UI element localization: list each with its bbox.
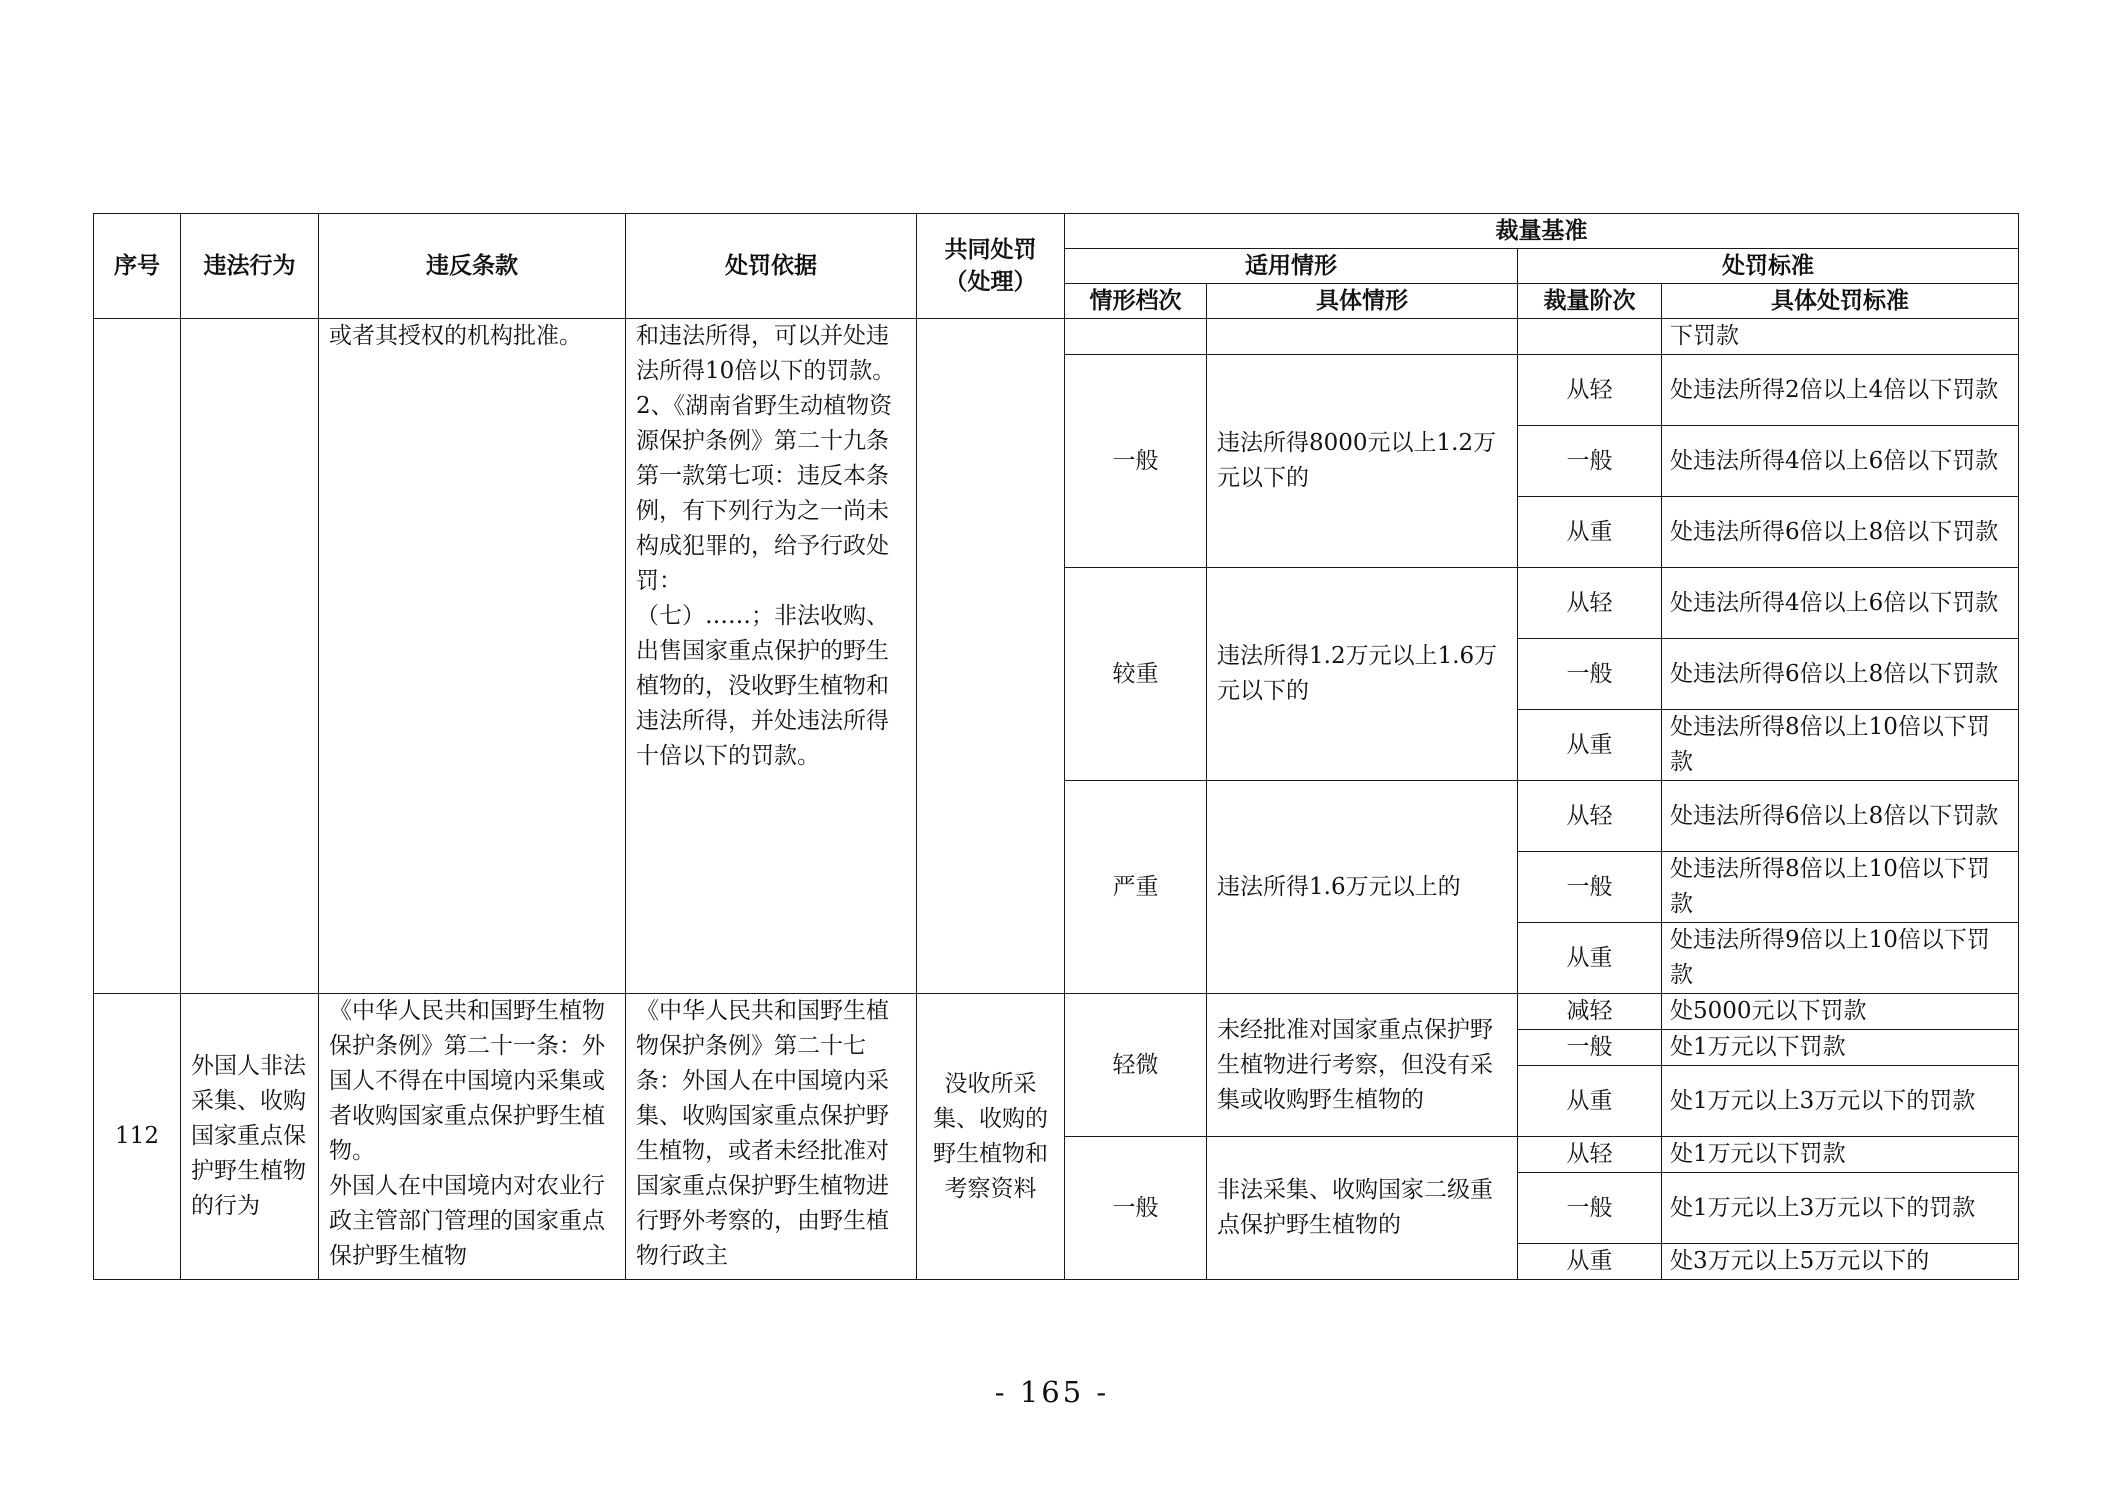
header-violation: 违法行为: [181, 214, 319, 319]
penalty-cell: 处违法所得4倍以上6倍以下罚款: [1662, 568, 2019, 639]
header-violated-article: 违反条款: [319, 214, 626, 319]
row111-joint-penalty-cell: [917, 319, 1065, 994]
penalty-cell: 处违法所得4倍以上6倍以下罚款: [1662, 426, 2019, 497]
penalty-cell: 处违法所得9倍以上10倍以下罚款: [1662, 923, 2019, 994]
grade-cell: 从重: [1518, 923, 1662, 994]
grade-cell: 一般: [1518, 426, 1662, 497]
circumstance-cell: 未经批准对国家重点保护野生植物进行考察，但没有采集或收购野生植物的: [1207, 994, 1518, 1137]
penalty-cell: 处1万元以上3万元以下的罚款: [1662, 1066, 2019, 1137]
header-circumstance-level: 情形档次: [1065, 284, 1207, 319]
header-joint-penalty: 共同处罚（处理）: [917, 214, 1065, 319]
level-cell: 一般: [1065, 355, 1207, 568]
grade-cell: 从重: [1518, 710, 1662, 781]
penalty-cell: 处3万元以上5万元以下的: [1662, 1244, 2019, 1280]
continued-penalty-cell: 下罚款: [1662, 319, 2019, 355]
grade-cell: 从轻: [1518, 568, 1662, 639]
circumstance-cell: 非法采集、收购国家二级重点保护野生植物的: [1207, 1137, 1518, 1280]
circumstance-cell: 违法所得8000元以上1.2万元以下的: [1207, 355, 1518, 568]
penalty-cell: 处违法所得2倍以上4倍以下罚款: [1662, 355, 2019, 426]
penalty-cell: 处违法所得6倍以上8倍以下罚款: [1662, 781, 2019, 852]
row112-violation-cell: 外国人非法采集、收购国家重点保护野生植物的行为: [181, 994, 319, 1280]
grade-cell: 从重: [1518, 1244, 1662, 1280]
header-serial: 序号: [94, 214, 181, 319]
header-discretion-grade: 裁量阶次: [1518, 284, 1662, 319]
header-applicable-circumstance: 适用情形: [1065, 249, 1518, 284]
grade-cell: 一般: [1518, 639, 1662, 710]
grade-cell: 一般: [1518, 1173, 1662, 1244]
level-cell: 轻微: [1065, 994, 1207, 1137]
penalty-cell: 处1万元以下罚款: [1662, 1137, 2019, 1173]
row111-article-cell: 或者其授权的机构批准。: [319, 319, 626, 994]
penalty-discretion-table: [93, 213, 2019, 1280]
empty-grade-cell: [1518, 319, 1662, 355]
grade-cell: 从重: [1518, 497, 1662, 568]
page-number: - 165 -: [994, 1375, 1110, 1409]
level-cell: 一般: [1065, 1137, 1207, 1280]
penalty-cell: 处违法所得8倍以上10倍以下罚款: [1662, 852, 2019, 923]
header-penalty-standard: 处罚标准: [1518, 249, 2019, 284]
penalty-cell: 处5000元以下罚款: [1662, 994, 2019, 1030]
grade-cell: 减轻: [1518, 994, 1662, 1030]
circumstance-cell: 违法所得1.6万元以上的: [1207, 781, 1518, 994]
row111-serial-cell: [94, 319, 181, 994]
row112-serial-cell: 112: [94, 994, 181, 1280]
grade-cell: 从轻: [1518, 355, 1662, 426]
row111-violation-cell: [181, 319, 319, 994]
penalty-cell: 处违法所得8倍以上10倍以下罚款: [1662, 710, 2019, 781]
level-cell: 严重: [1065, 781, 1207, 994]
row111-basis-cell: 和违法所得，可以并处违法所得10倍以下的罚款。 2、《湖南省野生动植物资源保护条例》第二十九条第一款第七项：违反本条例，有下列行为之一尚未构成犯罪的，给予行政处罚： （七）……；非法收购、出售国家重点保护的野生植物的，没收野生植物和违法所得，并处违法所得十倍以下的罚款。: [626, 319, 917, 994]
penalty-cell: 处1万元以下罚款: [1662, 1030, 2019, 1066]
header-specific-penalty: 具体处罚标准: [1662, 284, 2019, 319]
row112-basis-cell: 《中华人民共和国野生植物保护条例》第二十七条：外国人在中国境内采集、收购国家重点保护野生植物，或者未经批准对国家重点保护野生植物进行野外考察的，由野生植物行政主: [626, 994, 917, 1280]
grade-cell: 从重: [1518, 1066, 1662, 1137]
grade-cell: 一般: [1518, 1030, 1662, 1066]
header-discretion-standard: 裁量基准: [1065, 214, 2019, 249]
empty-level-cell: [1065, 319, 1207, 355]
grade-cell: 从轻: [1518, 781, 1662, 852]
header-specific-circumstance: 具体情形: [1207, 284, 1518, 319]
grade-cell: 从轻: [1518, 1137, 1662, 1173]
penalty-cell: 处1万元以上3万元以下的罚款: [1662, 1173, 2019, 1244]
empty-circumstance-cell: [1207, 319, 1518, 355]
level-cell: 较重: [1065, 568, 1207, 781]
header-penalty-basis: 处罚依据: [626, 214, 917, 319]
penalty-cell: 处违法所得6倍以上8倍以下罚款: [1662, 497, 2019, 568]
penalty-cell: 处违法所得6倍以上8倍以下罚款: [1662, 639, 2019, 710]
circumstance-cell: 违法所得1.2万元以上1.6万元以下的: [1207, 568, 1518, 781]
row112-article-cell: 《中华人民共和国野生植物保护条例》第二十一条：外国人不得在中国境内采集或者收购国家重点保护野生植物。 外国人在中国境内对农业行政主管部门管理的国家重点保护野生植物: [319, 994, 626, 1280]
row112-joint-penalty-cell: 没收所采集、收购的野生植物和考察资料: [917, 994, 1065, 1280]
grade-cell: 一般: [1518, 852, 1662, 923]
